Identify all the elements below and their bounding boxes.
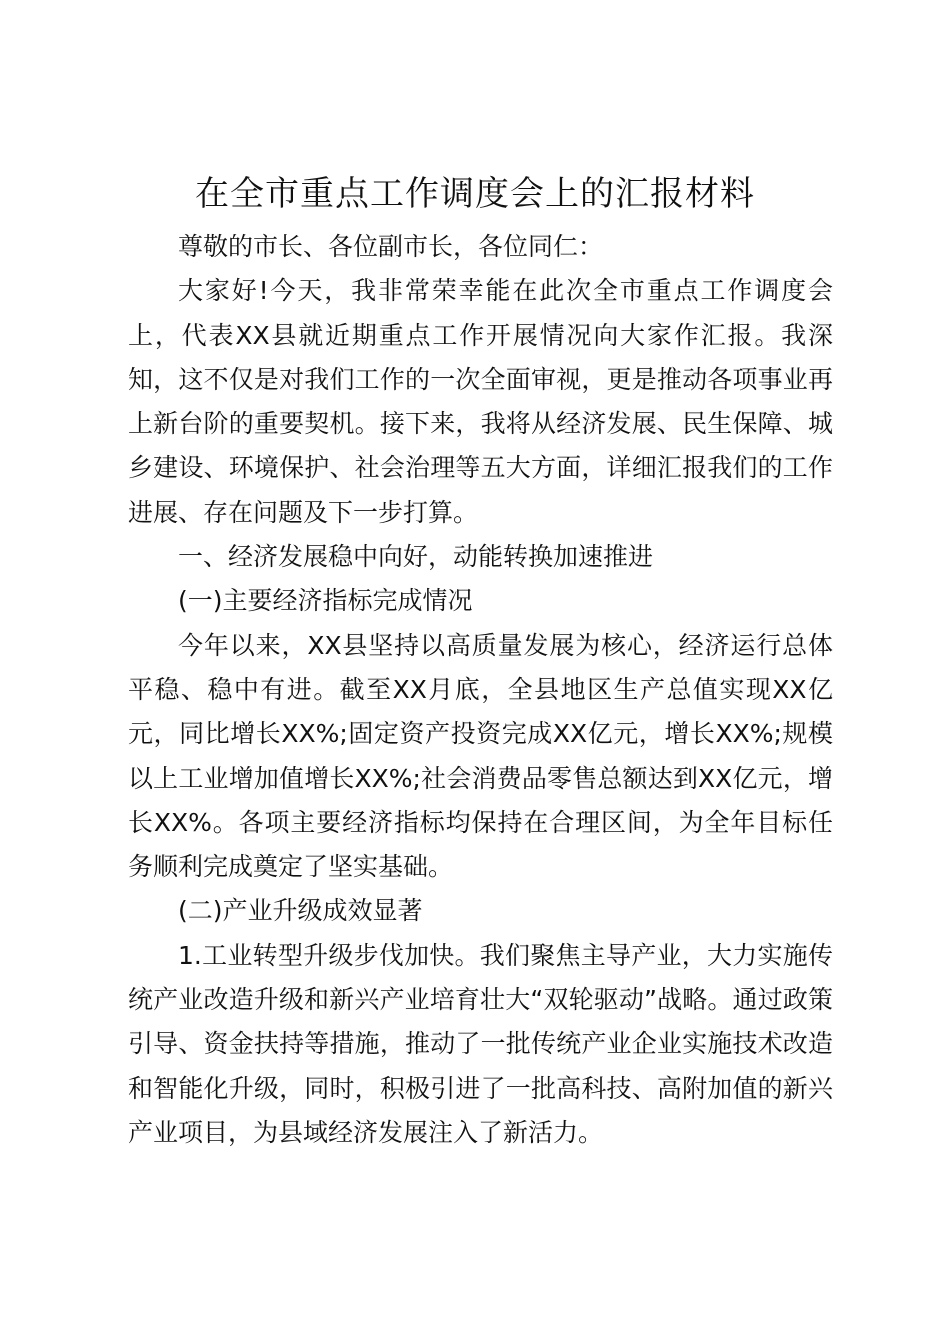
salutation-paragraph: 尊敬的市长、各位副市长，各位同仁： [178, 232, 604, 261]
subsection-heading-2: (二)产业升级成效显著 [178, 896, 423, 926]
economic-indicators-paragraph: 今年以来，XX县坚持以高质量发展为核心，经济运行总体平稳、稳中有进。截至XX月底，全县地区生产总值实现XX亿元，同比增长XX%;固定资产投资完成XX亿元，增长XX%;规模以上工业增加值增长XX%;社会消费品零售总额达到XX亿元，增长XX%。各项主要经济指标均保持在合理区间，为全年目标任务顺利完成奠定了坚实基础。 [128, 630, 833, 882]
document-title: 在全市重点工作调度会上的汇报材料 [195, 174, 755, 214]
opening-paragraph: 大家好!今天，我非常荣幸能在此次全市重点工作调度会上，代表XX县就近期重点工作开展情况向大家作汇报。我深知，这不仅是对我们工作的一次全面审视，更是推动各项事业再上新台阶的重要契机。接下来，我将从经济发展、民生保障、城乡建设、环境保护、社会治理等五大方面，详细汇报我们的工作进展、存在问题及下一步打算。 [128, 276, 833, 527]
document-body [128, 225, 833, 1155]
section-heading-1: 一、经济发展稳中向好，动能转换加速推进 [178, 542, 654, 572]
industry-upgrade-paragraph: 1.工业转型升级步伐加快。我们聚焦主导产业，大力实施传统产业改造升级和新兴产业培育壮大“双轮驱动”战略。通过政策引导、资金扶持等措施，推动了一批传统产业企业实施技术改造和智能化升级，同时，积极引进了一批高科技、高附加值的新兴产业项目，为县域经济发展注入了新活力。 [128, 940, 833, 1147]
subsection-heading-1: (一)主要经济指标完成情况 [178, 586, 473, 616]
